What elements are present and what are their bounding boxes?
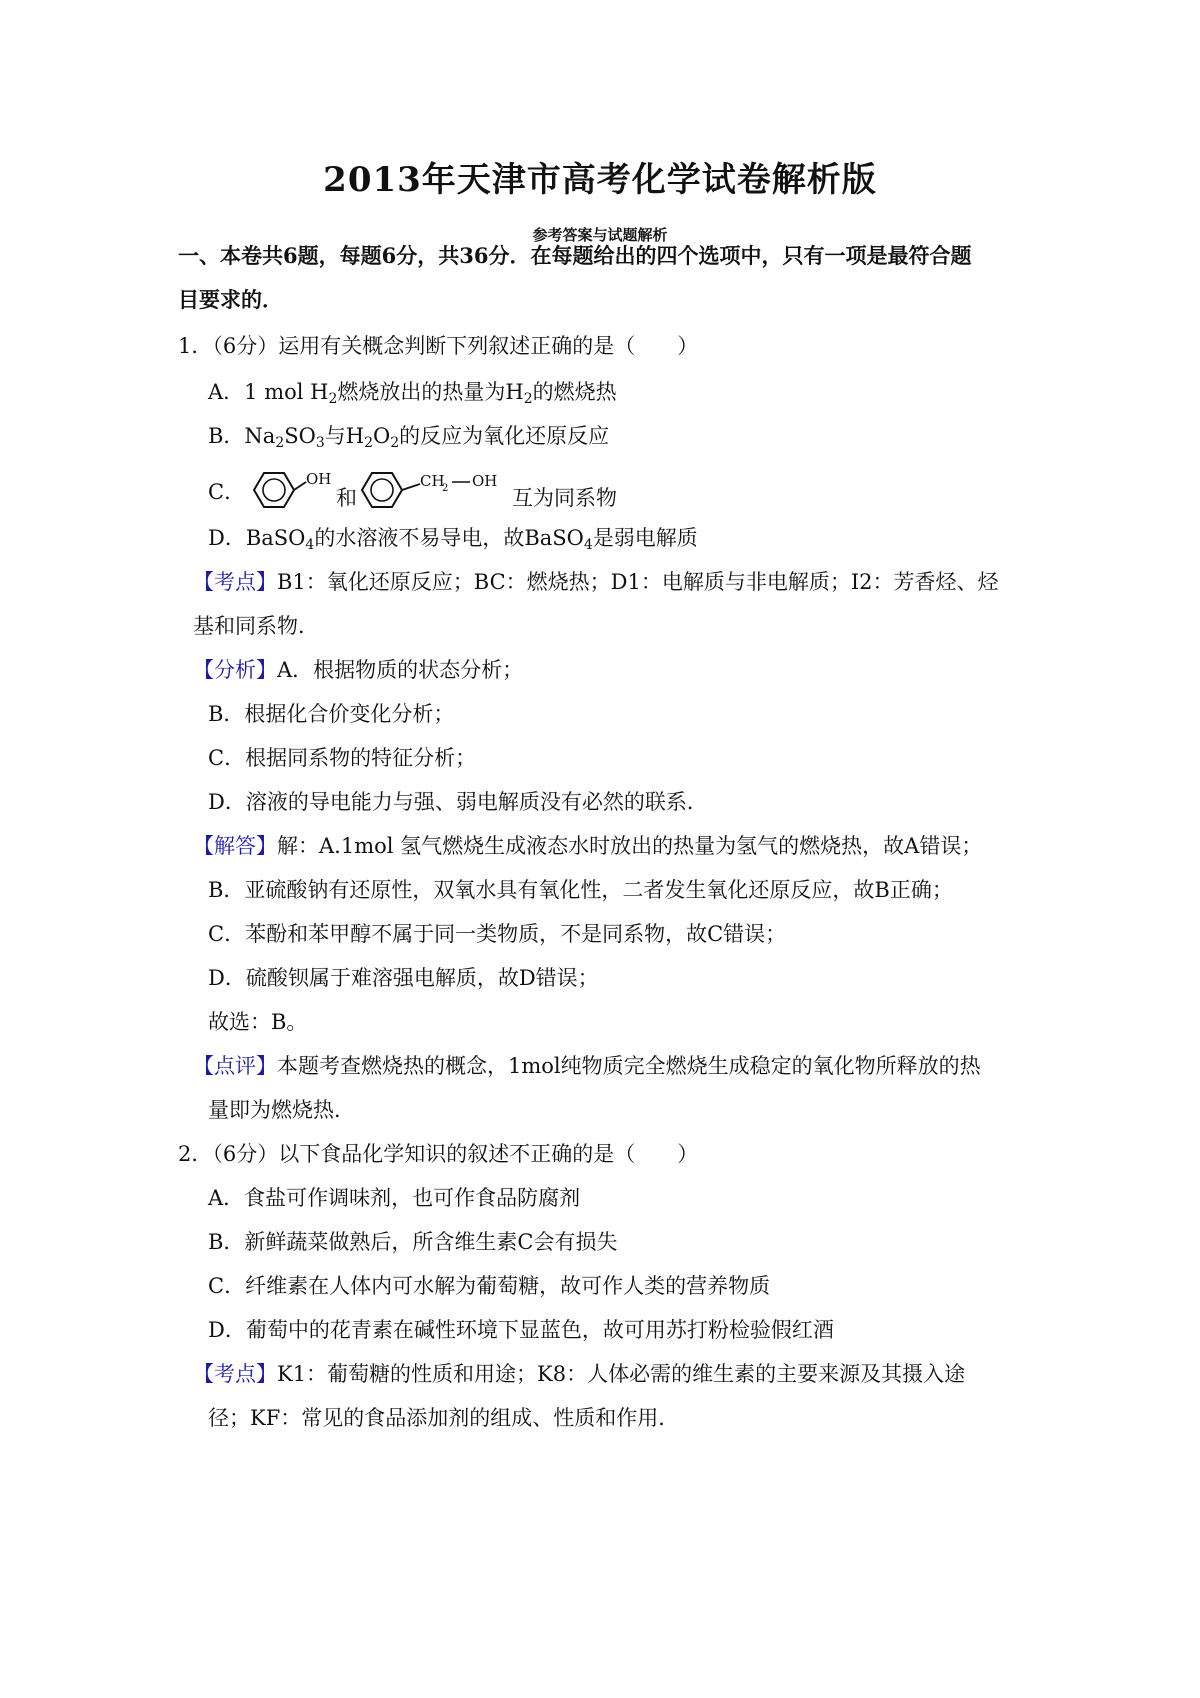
q1-jieda-d: D．硫酸钡属于难溶强电解质，故D错误；: [208, 966, 599, 990]
q1-option-c-and: 和: [336, 486, 357, 510]
phenol-structure: [244, 460, 344, 520]
q1-option-c: C．: [208, 480, 246, 504]
kaodian-tag: 【考点】: [193, 1362, 277, 1386]
page-subtitle: 参考答案与试题解析: [532, 226, 668, 244]
ch2-subscript: 2: [442, 483, 449, 494]
q2-option-d: D．葡萄中的花青素在碱性环境下显蓝色，故可用苏打粉检验假红酒: [208, 1318, 834, 1342]
q1-jieda: 【解答】解：A.1mol 氢气燃烧生成液态水时放出的热量为氢气的燃烧热，故A错误；: [193, 834, 983, 858]
section-heading-line1: 一、本卷共6题，每题6分，共36分．在每题给出的四个选项中，只有一项是最符合题: [178, 243, 972, 268]
question-2-stem: 2．（6分）以下食品化学知识的叙述不正确的是（ ）: [178, 1142, 699, 1166]
jieda-tag: 【解答】: [193, 834, 277, 858]
q1-jieda-answer: 故选：B。: [208, 1010, 308, 1034]
q2-kaodian-line2: 径；KF：常见的食品添加剂的组成、性质和作用．: [208, 1406, 680, 1430]
phenol-oh-label: OH: [306, 470, 332, 488]
q1-dianping-line2: 量即为燃烧热．: [208, 1098, 355, 1122]
benzyl-oh-label: OH: [472, 472, 498, 490]
q1-option-d: D．BaSO$_4$的水溶液不易导电，故BaSO$_4$是弱电解质: [208, 526, 698, 553]
q1-dianping-line1: 【点评】本题考查燃烧热的概念，1mol纯物质完全燃烧生成稳定的氧化物所释放的热: [193, 1054, 981, 1078]
q2-option-c: C．纤维素在人体内可水解为葡萄糖，故可作人类的营养物质: [208, 1274, 771, 1298]
q2-option-b: B．新鲜蔬菜做熟后，所含维生素C会有损失: [208, 1230, 618, 1254]
q1-kaodian-line1: 【考点】B1：氧化还原反应；BC：燃烧热；D1：电解质与非电解质；I2：芳香烃、烃: [193, 570, 999, 594]
q2-kaodian-line1: 【考点】K1：葡萄糖的性质和用途；K8：人体必需的维生素的主要来源及其摄入途: [193, 1362, 966, 1386]
page-title: 2013年天津市高考化学试卷解析版: [323, 160, 877, 200]
q1-jieda-b: B．亚硫酸钠有还原性，双氧水具有氧化性，二者发生氧化还原反应，故B正确；: [208, 878, 953, 902]
question-1-stem: 1．（6分）运用有关概念判断下列叙述正确的是（ ）: [178, 334, 699, 358]
q2-option-a: A．食盐可作调味剂，也可作食品防腐剂: [208, 1186, 581, 1210]
q1-fenxi-c: C．根据同系物的特征分析；: [208, 746, 477, 770]
q1-fenxi-d: D．溶液的导电能力与强、弱电解质没有必然的联系．: [208, 790, 708, 814]
kaodian-tag: 【考点】: [193, 570, 277, 594]
q1-option-a: A．1 mol $H_2$燃烧放出的热量为$H_2$的燃烧热: [208, 380, 617, 407]
ch2-label: CH: [420, 472, 445, 490]
q1-fenxi-b: B．根据化合价变化分析；: [208, 702, 455, 726]
q1-jieda-c: C．苯酚和苯甲醇不属于同一类物质，不是同系物，故C错误；: [208, 922, 787, 946]
fenxi-tag: 【分析】: [193, 658, 277, 682]
dianping-tag: 【点评】: [193, 1054, 277, 1078]
q1-option-c-tail: 互为同系物: [512, 486, 617, 510]
q1-fenxi: 【分析】A．根据物质的状态分析；: [193, 658, 524, 682]
section-heading-line2: 目要求的．: [178, 287, 283, 312]
q1-kaodian-line2: 基和同系物．: [193, 614, 319, 638]
q1-option-b: B．$Na_2SO_3$与$H_2O_2$的反应为氧化还原反应: [208, 424, 610, 451]
